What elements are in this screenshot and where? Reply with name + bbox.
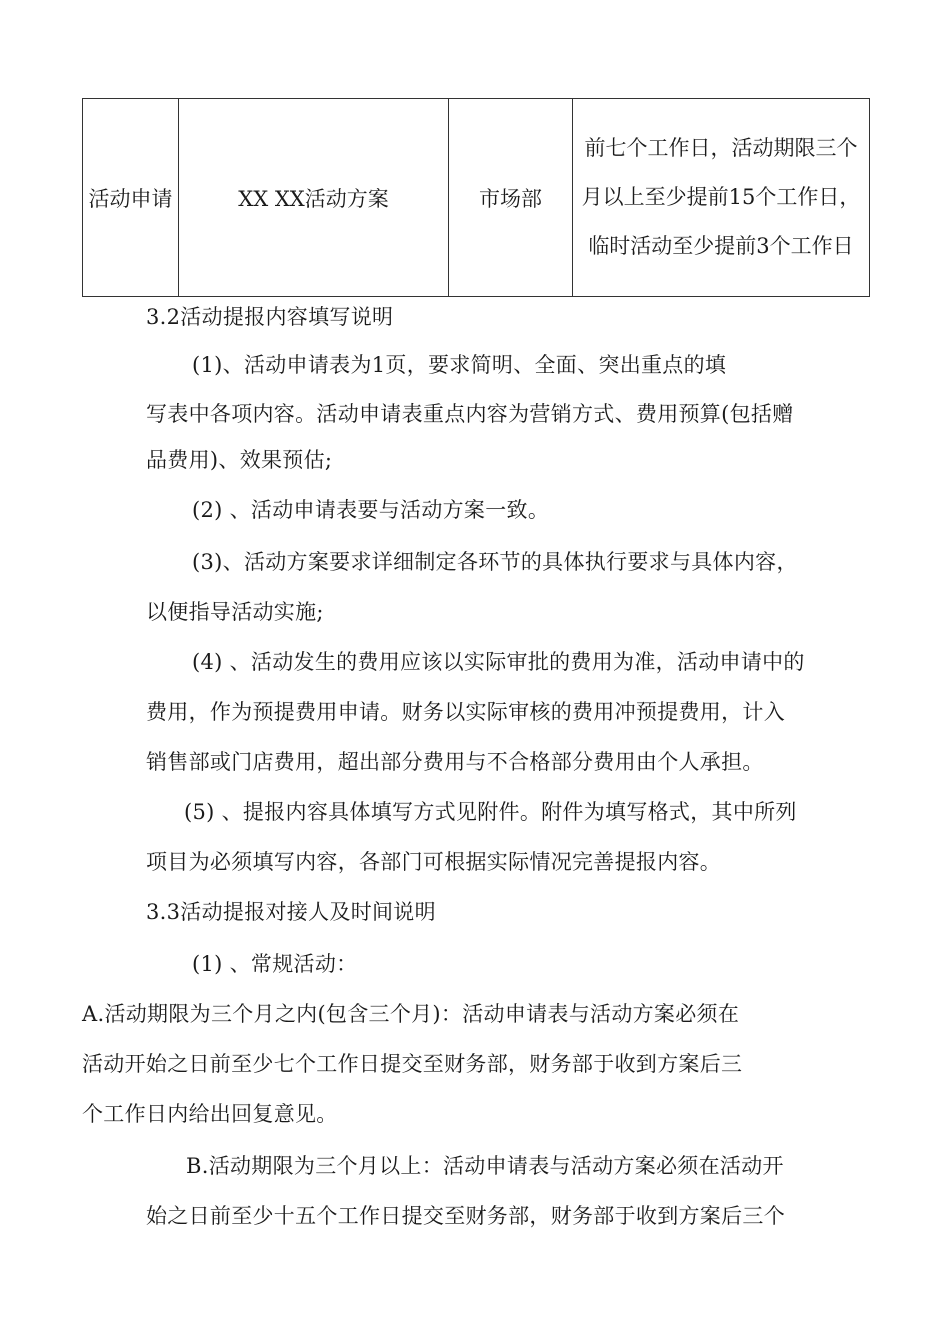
paragraph-line: (3)、活动方案要求详细制定各环节的具体执行要求与具体内容， (192, 550, 798, 574)
section-heading-3-3: 3.3活动提报对接人及时间说明 (146, 900, 436, 924)
paragraph-line: (2) 、活动申请表要与活动方案一致。 (192, 498, 550, 522)
paragraph-line: 品费用)、效果预估; (146, 448, 333, 472)
paragraph-line: (1)、活动申请表为1页，要求简明、全面、突出重点的填 (192, 353, 727, 377)
paragraph-line: (5) 、提报内容具体填写方式见附件。附件为填写格式，其中所列 (184, 800, 797, 824)
paragraph-line: 写表中各项内容。活动申请表重点内容为营销方式、费用预算(包括赠 (146, 402, 794, 426)
paragraph-line: A.活动期限为三个月之内(包含三个月)：活动申请表与活动方案必须在 (82, 1002, 740, 1026)
table-row (83, 99, 870, 297)
cell-activity-type: 活动申请 (83, 99, 179, 297)
paragraph-line: 项目为必须填写内容，各部门可根据实际情况完善提报内容。 (146, 850, 722, 874)
activity-table (82, 98, 870, 297)
section-heading-3-2: 3.2活动提报内容填写说明 (146, 305, 394, 329)
paragraph-line: (4) 、活动发生的费用应该以实际审批的费用为准，活动申请中的 (192, 650, 805, 674)
paragraph-line: 销售部或门店费用，超出部分费用与不合格部分费用由个人承担。 (146, 750, 764, 774)
cell-plan-name: XX XX活动方案 (179, 99, 449, 297)
paragraph-line: 个工作日内给出回复意见。 (82, 1102, 338, 1126)
paragraph-line: 以便指导活动实施; (146, 600, 324, 624)
paragraph-line: 费用，作为预提费用申请。财务以实际审核的费用冲预提费用，计入 (146, 700, 785, 724)
cell-deadline: 前七个工作日，活动期限三个月以上至少提前15个工作日，临时活动至少提前3个工作日 (573, 99, 870, 297)
paragraph-line: (1) 、常规活动： (192, 952, 358, 976)
paragraph-line: B.活动期限为三个月以上：活动申请表与活动方案必须在活动开 (186, 1154, 784, 1178)
paragraph-line: 活动开始之日前至少七个工作日提交至财务部，财务部于收到方案后三 (82, 1052, 743, 1076)
paragraph-line: 始之日前至少十五个工作日提交至财务部，财务部于收到方案后三个 (146, 1204, 785, 1228)
cell-department: 市场部 (449, 99, 573, 297)
